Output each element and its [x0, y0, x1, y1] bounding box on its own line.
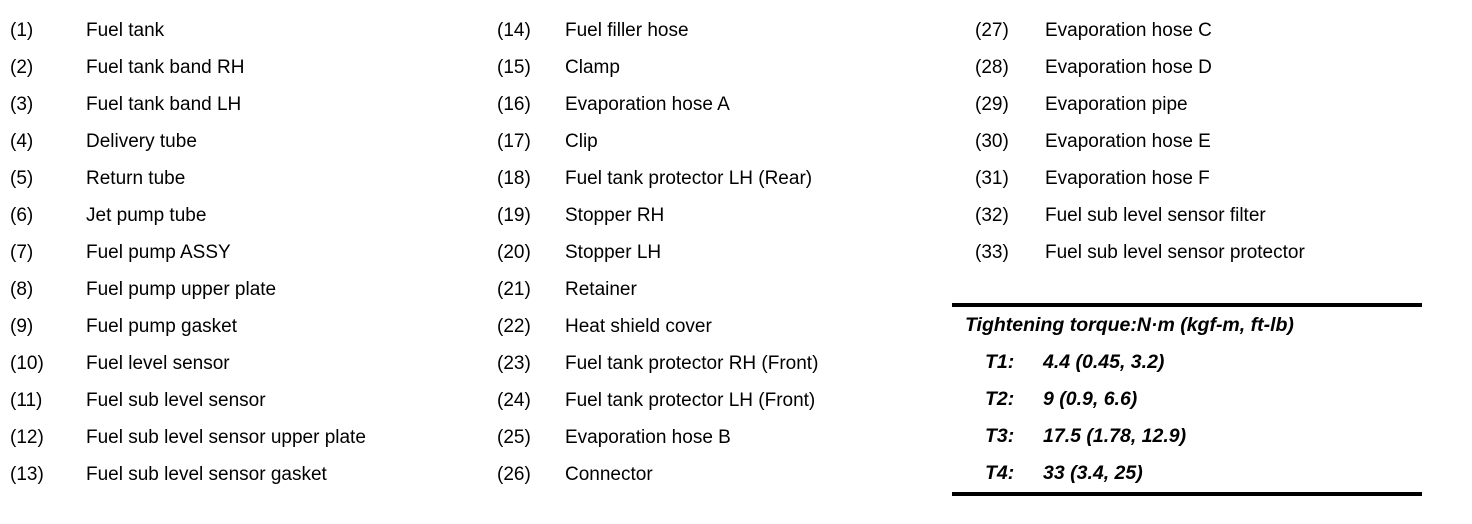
part-label: Jet pump tube — [86, 205, 207, 226]
part-item — [975, 12, 1305, 49]
torque-value: 9 (0.9, 6.6) — [1043, 388, 1138, 410]
part-number: (20) — [497, 242, 531, 263]
part-label: Fuel sub level sensor protector — [1045, 242, 1305, 263]
part-number: (27) — [975, 20, 1009, 41]
part-number: (29) — [975, 94, 1009, 115]
part-number: (9) — [10, 316, 34, 337]
part-item — [497, 456, 818, 493]
part-number: (7) — [10, 242, 34, 263]
part-label: Fuel sub level sensor upper plate — [86, 427, 366, 448]
part-label: Evaporation pipe — [1045, 94, 1188, 115]
part-label: Fuel level sensor — [86, 353, 230, 374]
part-item — [10, 197, 366, 234]
part-label: Fuel pump ASSY — [86, 242, 231, 263]
part-item — [497, 49, 818, 86]
part-number: (8) — [10, 279, 34, 300]
part-label: Stopper LH — [565, 242, 662, 263]
part-label: Fuel tank band RH — [86, 57, 245, 78]
part-number: (11) — [10, 390, 43, 411]
part-number: (28) — [975, 57, 1009, 78]
part-label: Fuel tank protector LH (Rear) — [565, 168, 813, 189]
torque-id: T4: — [985, 462, 1015, 484]
part-item — [497, 12, 818, 49]
part-number: (32) — [975, 205, 1009, 226]
part-item — [497, 419, 818, 456]
torque-id: T3: — [985, 425, 1015, 447]
part-label: Clamp — [565, 57, 620, 78]
part-number: (18) — [497, 168, 531, 189]
torque-row — [952, 344, 1422, 381]
part-item — [10, 345, 366, 382]
part-label: Evaporation hose E — [1045, 131, 1211, 152]
part-item — [497, 197, 818, 234]
part-number: (25) — [497, 427, 531, 448]
part-number: (30) — [975, 131, 1009, 152]
torque-value: 4.4 (0.45, 3.2) — [1043, 351, 1165, 373]
part-number: (31) — [975, 168, 1009, 189]
part-item — [10, 12, 366, 49]
part-item — [975, 123, 1305, 160]
part-label: Fuel tank — [86, 20, 165, 41]
part-item — [497, 271, 818, 308]
part-item — [975, 234, 1305, 271]
part-label: Fuel sub level sensor gasket — [86, 464, 327, 485]
part-label: Evaporation hose D — [1045, 57, 1212, 78]
part-item — [10, 160, 366, 197]
part-number: (6) — [10, 205, 34, 226]
part-label: Return tube — [86, 168, 186, 189]
part-label: Fuel tank protector LH (Front) — [565, 390, 816, 411]
part-item — [10, 86, 366, 123]
part-item — [10, 271, 366, 308]
torque-value: 33 (3.4, 25) — [1043, 462, 1143, 484]
part-item — [497, 123, 818, 160]
part-label: Delivery tube — [86, 131, 197, 152]
part-item — [497, 345, 818, 382]
part-label: Evaporation hose F — [1045, 168, 1210, 189]
part-item — [10, 234, 366, 271]
part-number: (33) — [975, 242, 1009, 263]
part-number: (3) — [10, 94, 34, 115]
part-number: (21) — [497, 279, 531, 300]
part-item — [10, 419, 366, 456]
part-number: (13) — [10, 464, 44, 485]
part-label: Fuel tank band LH — [86, 94, 242, 115]
part-label: Evaporation hose C — [1045, 20, 1212, 41]
part-item — [10, 456, 366, 493]
part-label: Fuel pump gasket — [86, 316, 238, 337]
part-number: (12) — [10, 427, 44, 448]
torque-table — [952, 303, 1422, 496]
part-item — [10, 382, 366, 419]
part-item — [975, 197, 1305, 234]
parts-column-2 — [497, 12, 818, 493]
part-item — [497, 86, 818, 123]
torque-table-title: Tightening torque:N·m (kgf-m, ft-lb) — [965, 314, 1294, 336]
part-label: Fuel sub level sensor — [86, 390, 266, 411]
parts-column-3 — [975, 12, 1305, 271]
part-label: Retainer — [565, 279, 637, 300]
part-number: (15) — [497, 57, 531, 78]
part-number: (16) — [497, 94, 531, 115]
part-label: Evaporation hose B — [565, 427, 731, 448]
part-item — [10, 49, 366, 86]
part-number: (26) — [497, 464, 531, 485]
part-number: (10) — [10, 353, 44, 374]
part-number: (2) — [10, 57, 34, 78]
part-item — [497, 382, 818, 419]
part-label: Connector — [565, 464, 653, 485]
part-label: Fuel tank protector RH (Front) — [565, 353, 819, 374]
torque-row — [952, 455, 1422, 492]
part-item — [497, 160, 818, 197]
part-label: Fuel sub level sensor filter — [1045, 205, 1266, 226]
part-label: Heat shield cover — [565, 316, 712, 337]
part-number: (24) — [497, 390, 531, 411]
torque-row — [952, 381, 1422, 418]
part-number: (4) — [10, 131, 34, 152]
torque-row — [952, 418, 1422, 455]
part-label: Fuel filler hose — [565, 20, 689, 41]
torque-id: T1: — [985, 351, 1015, 373]
part-label: Stopper RH — [565, 205, 665, 226]
part-item — [497, 308, 818, 345]
part-number: (17) — [497, 131, 531, 152]
part-number: (19) — [497, 205, 531, 226]
torque-value: 17.5 (1.78, 12.9) — [1043, 425, 1187, 447]
part-item — [497, 234, 818, 271]
part-label: Clip — [565, 131, 598, 152]
parts-column-1 — [10, 12, 366, 493]
part-label: Evaporation hose A — [565, 94, 730, 115]
torque-id: T2: — [985, 388, 1015, 410]
part-item — [10, 308, 366, 345]
part-item — [975, 49, 1305, 86]
part-item — [975, 160, 1305, 197]
part-number: (14) — [497, 20, 531, 41]
part-label: Fuel pump upper plate — [86, 279, 277, 300]
part-number: (5) — [10, 168, 34, 189]
part-number: (1) — [10, 20, 34, 41]
part-number: (23) — [497, 353, 531, 374]
part-item — [975, 86, 1305, 123]
part-item — [10, 123, 366, 160]
part-number: (22) — [497, 316, 531, 337]
